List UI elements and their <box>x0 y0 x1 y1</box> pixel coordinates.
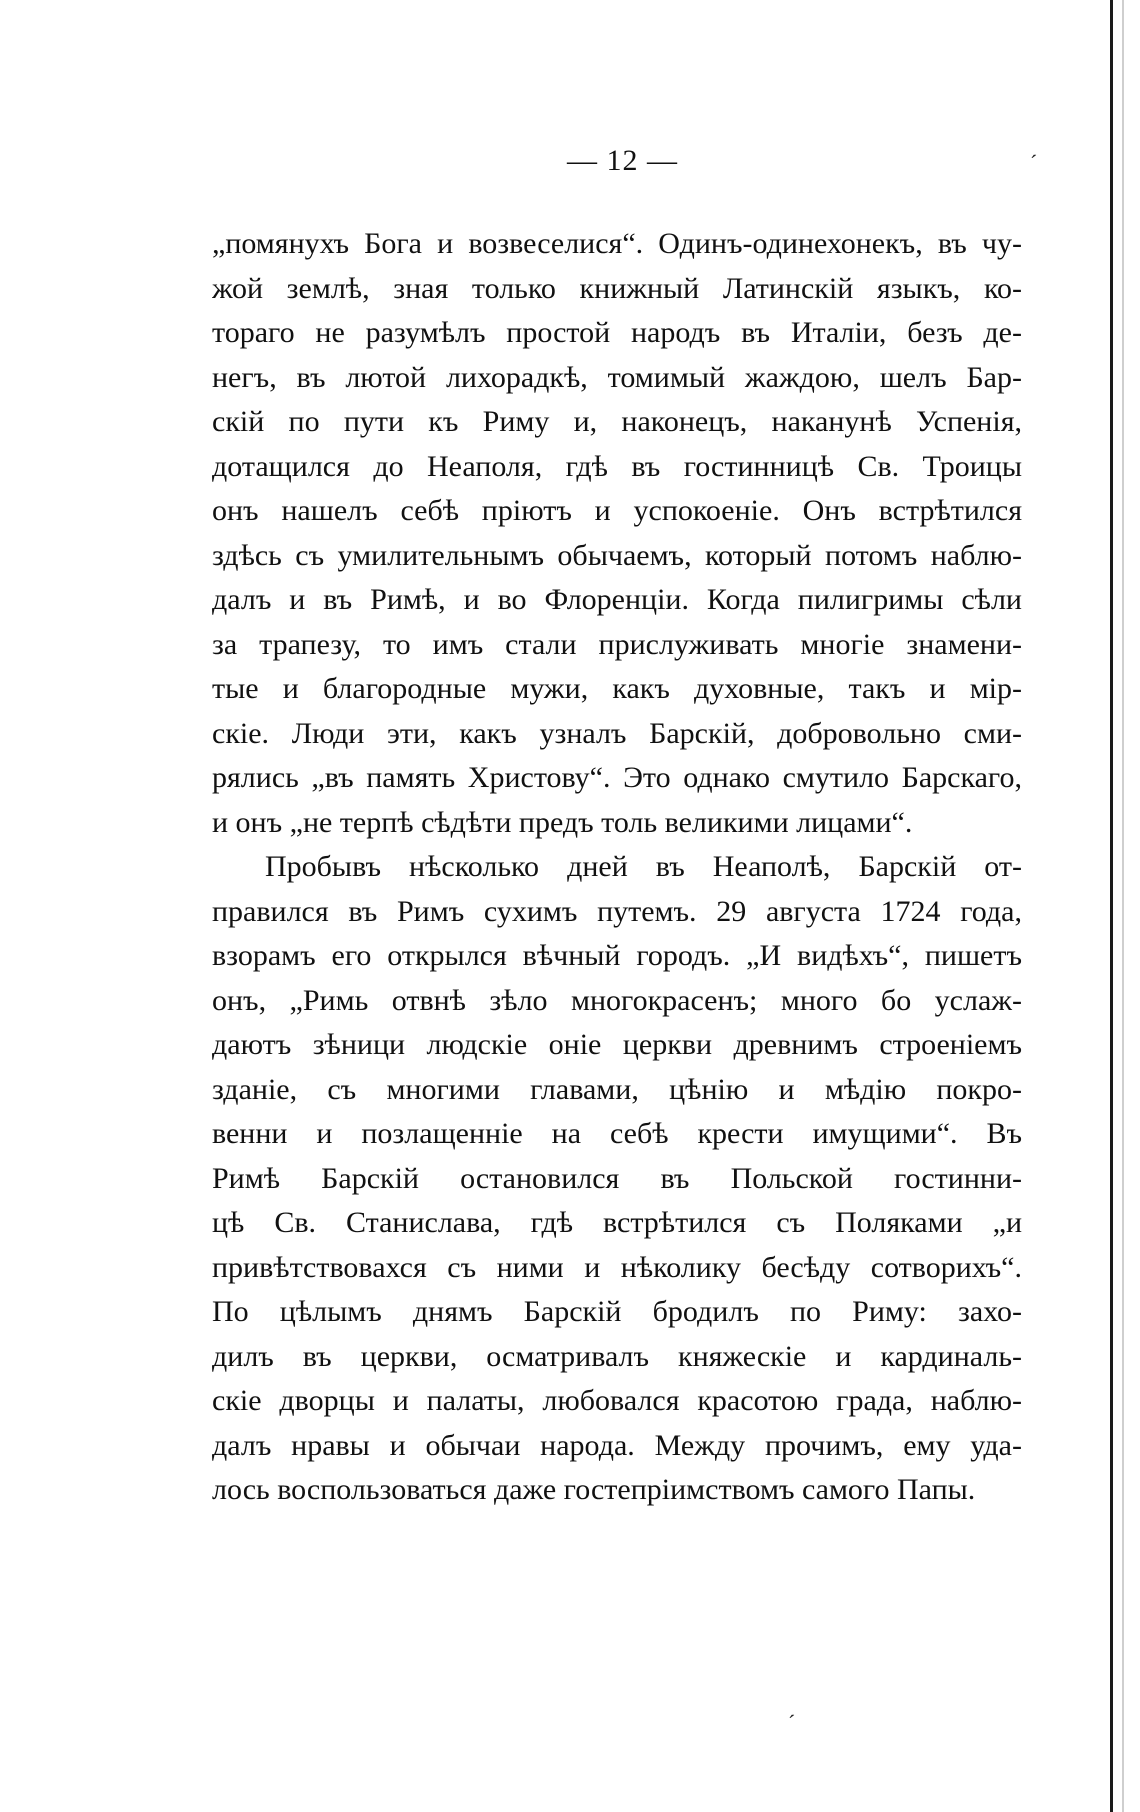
text-line: скіе. Люди эти, какъ узналъ Барскій, добровольно сми- <box>212 716 1022 750</box>
text-line: привѣтствовахся съ ними и нѣколику бесѣду сотворихъ“. <box>212 1250 1022 1284</box>
text-line: взорамъ его открылся вѣчный городъ. „И видѣхъ“, пишетъ <box>212 939 1022 972</box>
text-line: жой землѣ, зная только книжный Латинскій языкъ, ко- <box>212 271 1022 305</box>
text-line: правился въ Римъ сухимъ путемъ. 29 августа 1724 года, <box>212 894 1022 928</box>
text-line: онъ нашелъ себѣ пріютъ и успокоеніе. Онъ встрѣтился <box>212 494 1022 527</box>
text-line: рялись „въ память Христову“. Это однако смутило Барскаго, <box>212 761 1022 794</box>
text-line: Пробывъ нѣсколько дней въ Неаполѣ, Барскій от- <box>265 850 1022 883</box>
text-line: онъ, „Римь отвнѣ зѣло многокрасенъ; много бо услаж- <box>212 983 1022 1017</box>
body-text <box>212 222 1022 1513</box>
text-line: за трапезу, то имъ стали прислуживать многіе знамени- <box>212 627 1022 661</box>
text-line: тораго не разумѣлъ простой народъ въ Италіи, безъ де- <box>212 316 1022 349</box>
text-line: далъ и въ Римѣ, и во Флоренціи. Когда пилигримы сѣли <box>212 583 1022 616</box>
page-edge-line <box>1110 0 1113 1812</box>
text-line: „помянухъ Бога и возвеселися“. Одинъ-одинехонекъ, въ чу- <box>212 227 1022 260</box>
text-line: зданіе, съ многими главами, цѣнію и мѣдію покро- <box>212 1072 1022 1106</box>
text-line: По цѣлымъ днямъ Барскій бродилъ по Риму: захо- <box>212 1295 1022 1328</box>
text-line: скій по пути къ Риму и, наконецъ, наканунѣ Успенія, <box>212 405 1022 438</box>
text-line: даютъ зѣници людскіе оніе церкви древнимъ строеніемъ <box>212 1028 1022 1061</box>
page-number: — 12 — <box>567 144 678 177</box>
text-line: и онъ „не терпѣ сѣдѣти предъ толь великими лицами“. <box>212 805 913 839</box>
text-line: дотащился до Неаполя, гдѣ въ гостинницѣ Св. Троицы <box>212 449 1022 483</box>
text-line: венни и позлащенніе на себѣ крести имущими“. Въ <box>212 1117 1022 1150</box>
text-line: лось воспользоваться даже гостепріимствомъ самого Папы. <box>212 1473 976 1506</box>
text-line: цѣ Св. Станислава, гдѣ встрѣтился съ Поляками „и <box>212 1206 1022 1239</box>
text-line: дилъ въ церкви, осматривалъ княжескіе и кардиналь- <box>212 1339 1022 1373</box>
stray-mark: ˊ <box>788 1710 796 1735</box>
page-edge-shadow <box>1122 0 1124 1812</box>
text-line: Римѣ Барскій остановился въ Польской гостинни- <box>212 1161 1022 1195</box>
text-line: здѣсь съ умилительнымъ обычаемъ, который потомъ наблю- <box>212 538 1022 572</box>
stray-mark: ˊ <box>1030 150 1038 175</box>
text-line: далъ нравы и обычаи народа. Между прочимъ, ему уда- <box>212 1428 1022 1462</box>
text-line: тые и благородные мужи, какъ духовные, такъ и мір- <box>212 672 1022 705</box>
text-line: негъ, въ лютой лихорадкѣ, томимый жаждою, шелъ Бар- <box>212 360 1022 394</box>
text-line: скіе дворцы и палаты, любовался красотою града, наблю- <box>212 1384 1022 1417</box>
